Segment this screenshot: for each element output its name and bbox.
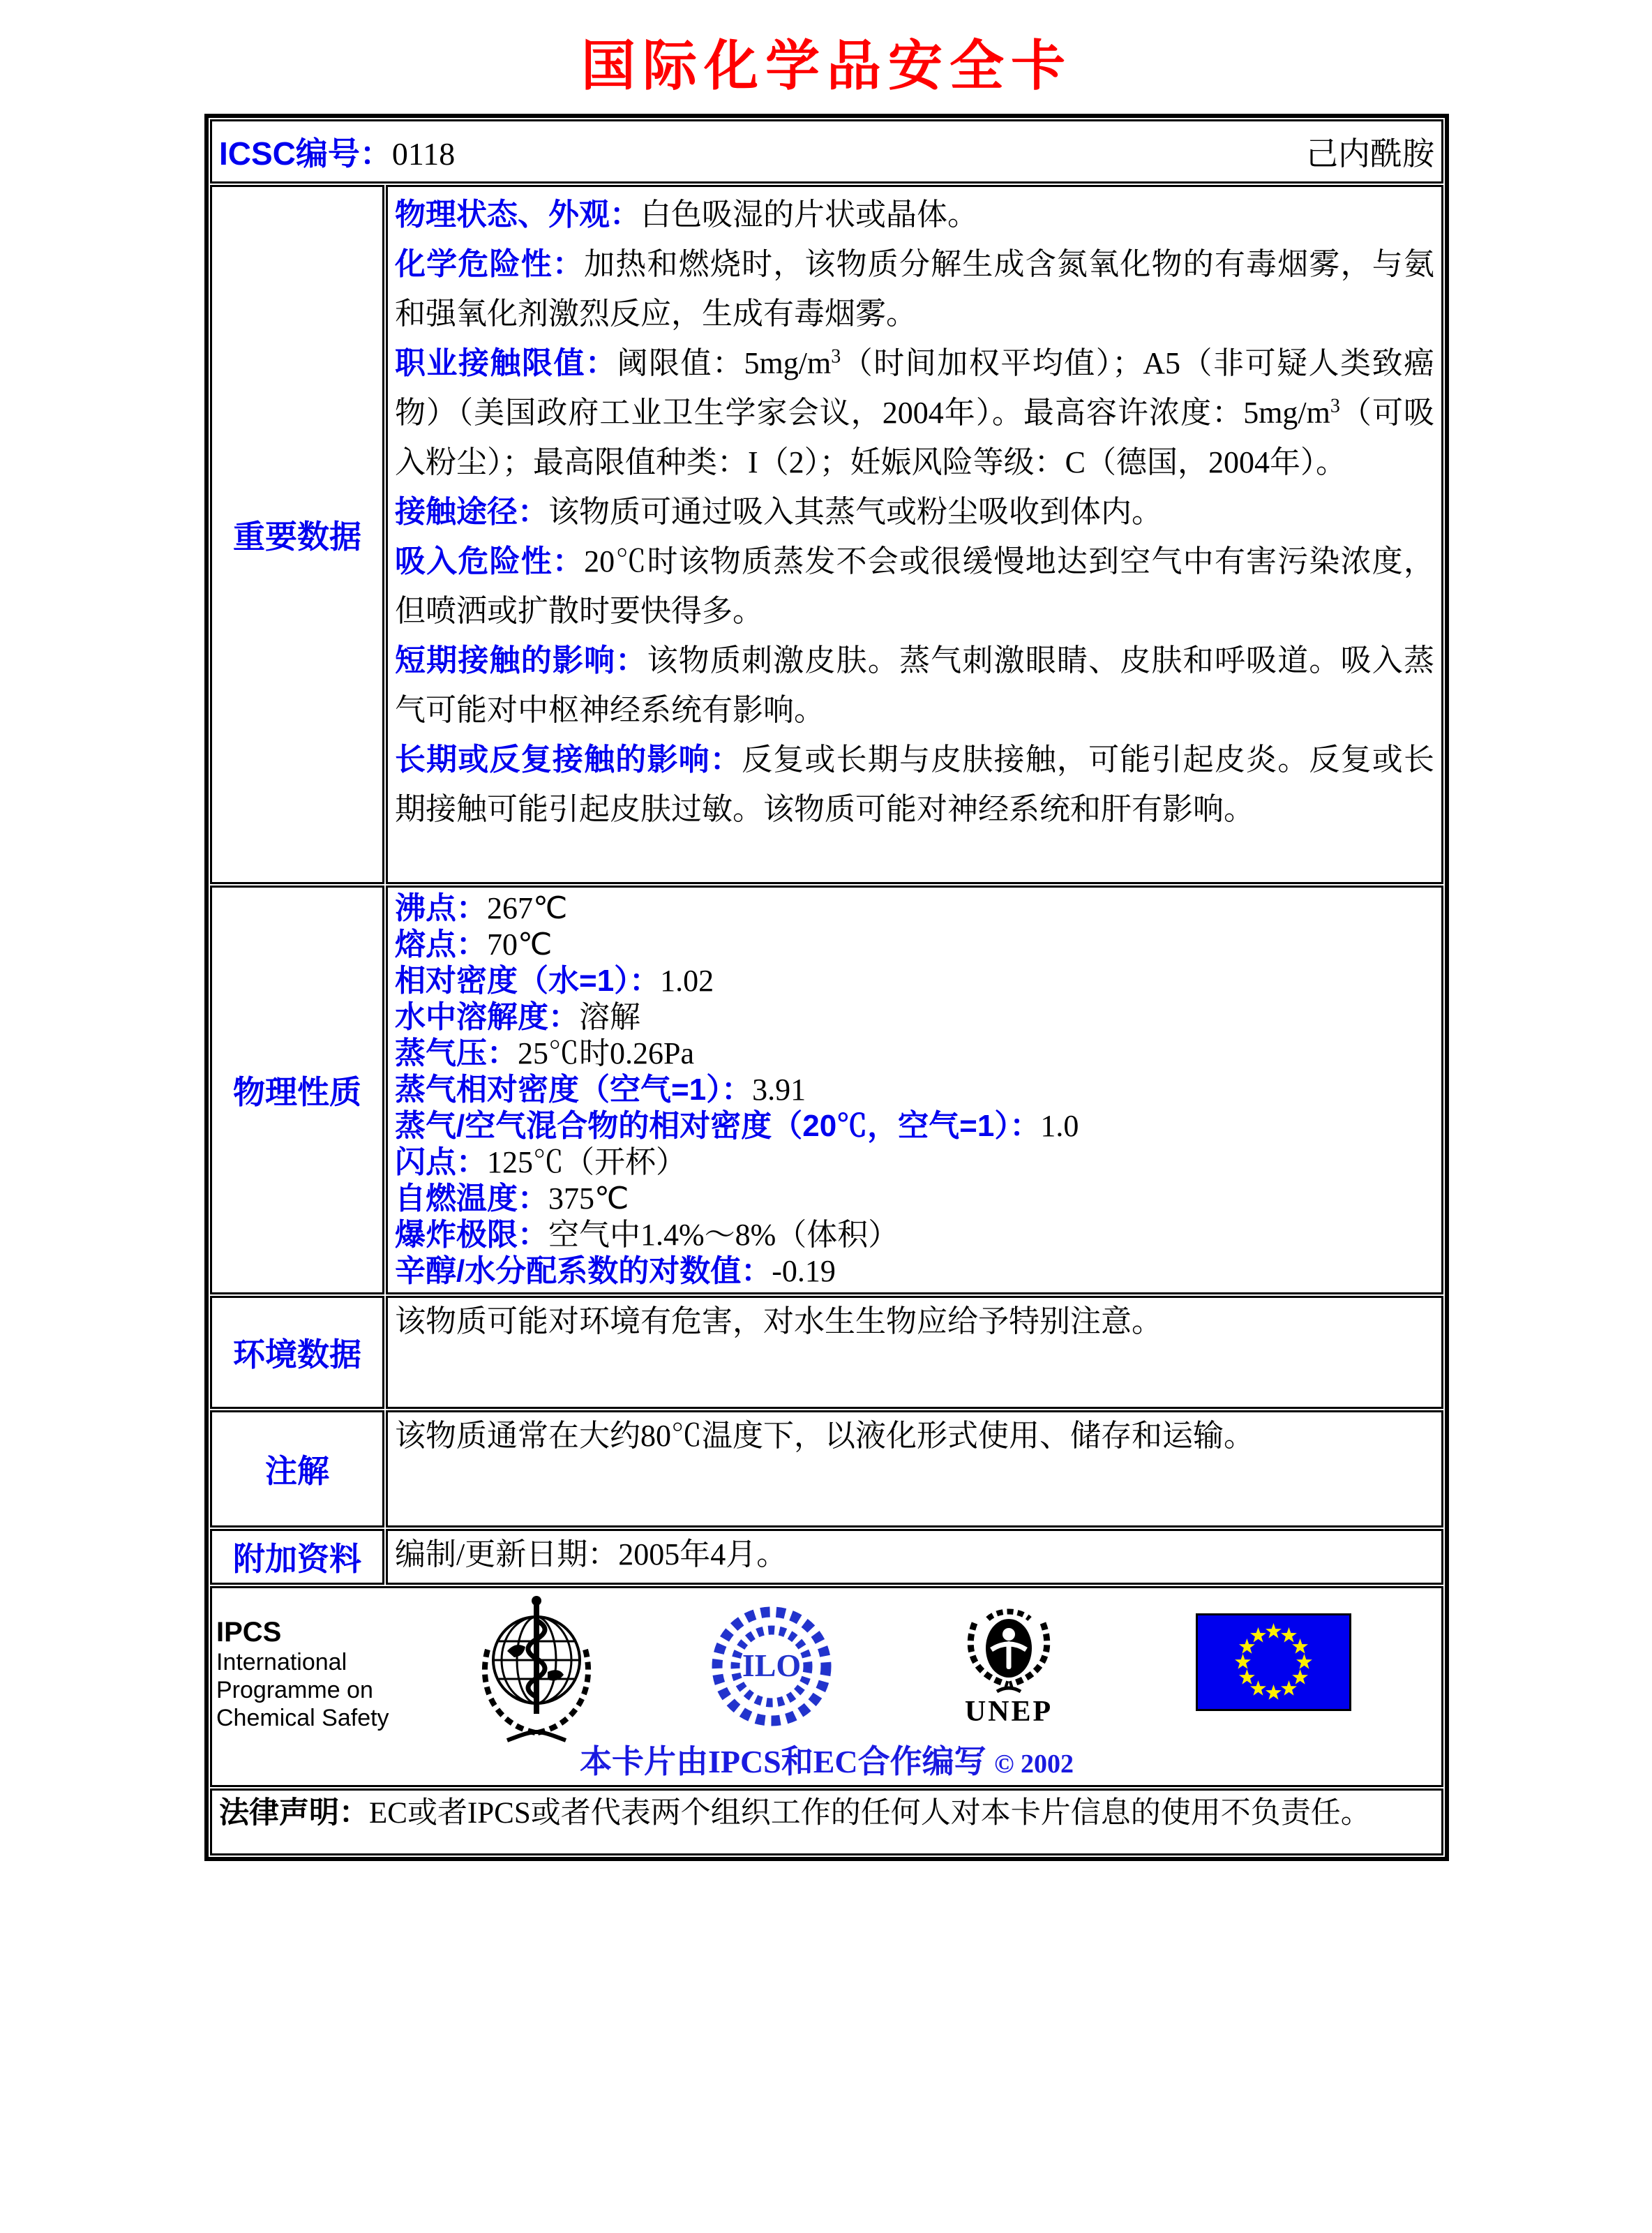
ipcs-text-block [216,1616,389,1732]
important-data-item [395,190,1434,239]
physical-property-line [395,1108,1434,1144]
important-data-item [395,735,1434,834]
chemical-name: 己内酰胺 [1306,136,1434,172]
item-text: 加热和燃烧时，该物质分解生成含氮氧化物的有毒烟雾，与氨和强氧化剂激烈反应，生成有毒烟雾。 [395,247,1434,331]
property-value: 1.02 [660,964,714,998]
additional-info-row [210,1529,1443,1585]
physical-property-line [395,1253,1434,1290]
property-label: 蒸气相对密度（空气=1）： [395,1073,753,1107]
item-label: 物理状态、外观： [395,197,640,232]
unep-logo-block [946,1598,1072,1728]
section-label-environmental-data: 环境数据 [210,1296,384,1409]
caption-copyright: © 2002 [994,1749,1074,1779]
important-data-item [395,239,1434,338]
property-label: 爆炸极限： [395,1218,548,1252]
physical-property-line [395,963,1434,999]
important-data-item [395,636,1434,735]
important-data-content [386,185,1443,884]
property-label: 水中溶解度： [395,1000,579,1034]
property-label: 蒸气压： [395,1036,518,1070]
caption-text: 本卡片由IPCS和EC合作编写 [579,1744,986,1779]
physical-property-line [395,1036,1434,1072]
property-value: 267℃ [487,891,568,925]
physical-property-line [395,999,1434,1036]
property-value: 3.91 [752,1073,806,1107]
ilo-monogram: ILO [742,1648,802,1683]
important-data-item [395,487,1434,537]
property-value: 70℃ [487,927,553,962]
property-label: 熔点： [395,927,487,962]
item-text: （时间加权平均值）；A5（非可疑人类致癌物）（美国政府工业卫生学家会议，2004年）。最高容许浓度：5mg/m [395,346,1434,430]
environmental-data-content: 该物质可能对环境有危害，对水生生物应给予特别注意。 [386,1296,1443,1409]
section-label-physical-properties: 物理性质 [210,886,384,1294]
property-value: 溶解 [579,1000,640,1034]
superscript: 3 [831,345,841,368]
item-text: 该物质刺激皮肤。蒸气刺激眼睛、皮肤和呼吸道。吸入蒸气可能对中枢神经系统有影响。 [395,643,1434,727]
physical-properties-content [386,886,1443,1294]
property-label: 相对密度（水=1）： [395,964,661,998]
logos-cell [210,1586,1443,1787]
property-value: 1.0 [1040,1109,1079,1143]
physical-property-line [395,1181,1434,1217]
property-value: 125℃（开杯） [487,1145,686,1179]
physical-property-line [395,927,1434,963]
item-label: 短期接触的影响： [395,643,647,678]
physical-property-line [395,1217,1434,1253]
item-text: 20℃时该物质蒸发不会或很缓慢地达到空气中有害污染浓度，但喷洒或扩散时要快得多。 [395,544,1434,628]
item-label: 接触途径： [395,495,548,529]
physical-property-line [395,890,1434,927]
property-label: 辛醇/水分配系数的对数值： [395,1254,772,1288]
item-label: 长期或反复接触的影响： [395,742,742,777]
icsc-card-table [204,114,1449,1861]
unep-wordmark: UNEP [964,1696,1053,1728]
section-label-important-data: 重要数据 [210,185,384,884]
header-row [210,119,1443,184]
property-label: 闪点： [395,1145,487,1179]
unep-emblem-icon [956,1598,1061,1696]
item-label: 化学危险性： [395,247,585,281]
section-label-notes: 注解 [210,1410,384,1528]
ipcs-acronym: IPCS [216,1617,282,1648]
item-label: 职业接触限值： [395,346,617,380]
item-text: 白色吸湿的片状或晶体。 [640,197,978,232]
item-text: （可吸入粉尘）；最高限值种类：I（2）；妊娠风险等级：C（德国，2004年）。 [395,396,1435,479]
who-emblem-icon [467,1594,606,1747]
icsc-number-label: ICSC编号： [219,135,392,172]
ipcs-line: Programme on [216,1677,373,1703]
superscript: 3 [1330,395,1340,417]
item-label: 吸入危险性： [395,544,585,578]
page-title: 国际化学品安全卡 [580,36,1072,96]
property-value: 375℃ [548,1181,629,1216]
legal-row [210,1788,1443,1855]
property-label: 蒸气/空气混合物的相对密度（20℃，空气=1）： [395,1109,1041,1143]
environmental-data-row [210,1296,1443,1409]
eu-flag-icon [1196,1613,1351,1711]
property-value: -0.19 [772,1254,836,1288]
property-value: 空气中1.4%～8%（体积） [548,1218,899,1252]
important-data-item [395,537,1434,636]
header-cell [210,119,1443,184]
physical-properties-row [210,886,1443,1294]
notes-content: 该物质通常在大约80℃温度下，以液化形式使用、储存和运输。 [386,1410,1443,1528]
icsc-number-group [219,128,455,174]
additional-info-content: 编制/更新日期：2005年4月。 [386,1529,1443,1585]
item-text: 阈限值：5mg/m [617,346,832,380]
ilo-emblem-icon [709,1604,834,1729]
ipcs-line: International [216,1649,347,1675]
logos-caption [212,1736,1441,1782]
important-data-item [395,338,1434,487]
property-label: 沸点： [395,891,487,925]
physical-property-line [395,1144,1434,1181]
legal-label: 法律声明： [219,1796,369,1830]
ipcs-line: Chemical Safety [216,1705,389,1731]
physical-property-line [395,1072,1434,1108]
notes-row [210,1410,1443,1528]
legal-cell [210,1788,1443,1855]
item-text: 该物质可通过吸入其蒸气或粉尘吸收到体内。 [548,495,1162,529]
property-value: 25℃时0.26Pa [518,1036,694,1070]
logos-row [210,1586,1443,1787]
item-text: 反复或长期与皮肤接触，可能引起皮炎。反复或长期接触可能引起皮肤过敏。该物质可能对神经系统和肝有影响。 [395,742,1434,826]
icsc-number-value: 0118 [391,136,456,172]
section-label-additional-info: 附加资料 [210,1529,384,1585]
property-label: 自燃温度： [395,1181,548,1216]
important-data-row [210,185,1443,884]
legal-text: EC或者IPCS或者代表两个组织工作的任何人对本卡片信息的使用不负责任。 [369,1797,1371,1830]
